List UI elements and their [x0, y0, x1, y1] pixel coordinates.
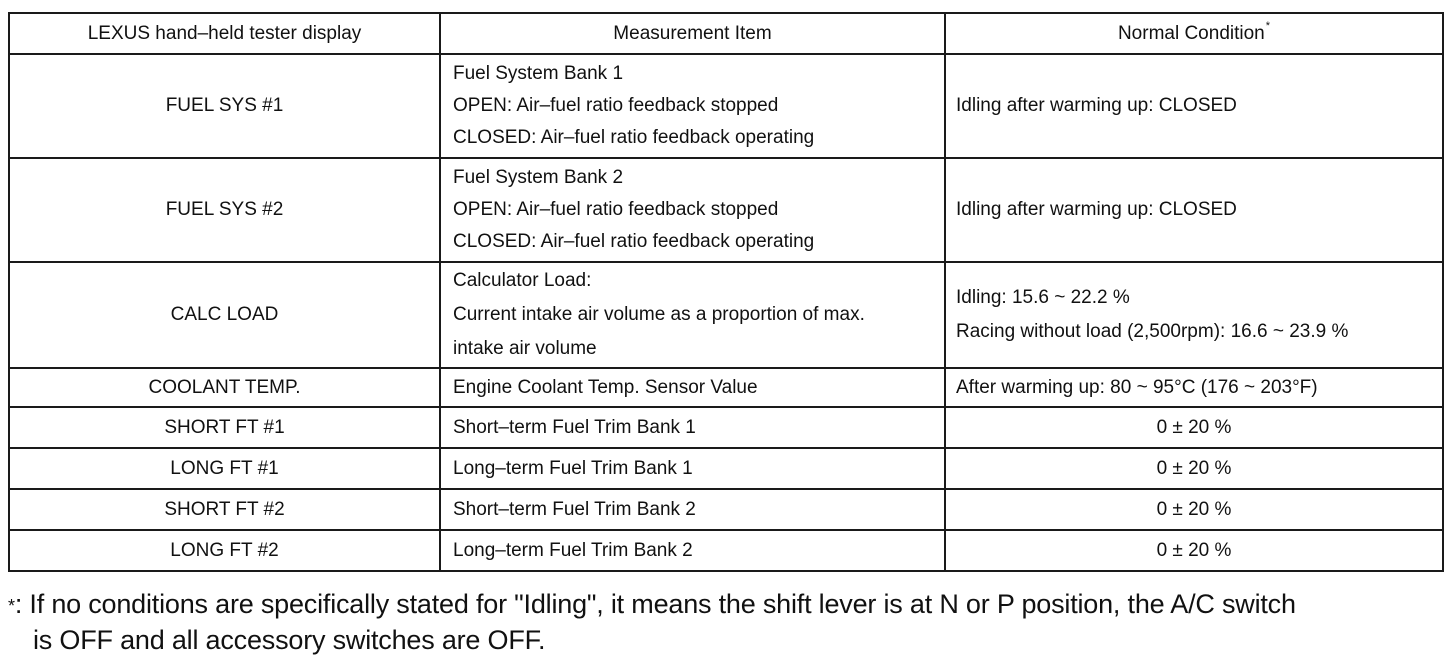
measurement-line: Calculator Load:	[453, 270, 592, 291]
measurement-item-cell: Engine Coolant Temp. Sensor Value	[440, 368, 945, 407]
normal-condition-cell: 0 ± 20 %	[945, 530, 1443, 571]
measurement-line: CLOSED: Air–fuel ratio feedback operating	[453, 231, 815, 252]
table-row	[9, 368, 1443, 407]
display-cell: SHORT FT #2	[9, 489, 440, 530]
condition-line: Idling after warming up: CLOSED	[956, 199, 1237, 220]
normal-condition-cell: 0 ± 20 %	[945, 489, 1443, 530]
table-row	[9, 407, 1443, 448]
normal-condition-cell	[945, 54, 1443, 158]
display-cell: LONG FT #2	[9, 530, 440, 571]
normal-condition-cell: After warming up: 80 ~ 95°C (176 ~ 203°F)	[945, 368, 1443, 407]
display-cell: CALC LOAD	[9, 262, 440, 368]
footnote-text-line-2: is OFF and all accessory switches are OFF.	[33, 625, 546, 655]
normal-condition-cell	[945, 262, 1443, 368]
table-row	[9, 489, 1443, 530]
table-row	[9, 448, 1443, 489]
measurement-line: Fuel System Bank 2	[453, 167, 624, 188]
normal-condition-cell	[945, 158, 1443, 262]
header-footnote-mark: *	[1265, 19, 1271, 32]
measurement-line: CLOSED: Air–fuel ratio feedback operating	[453, 127, 815, 148]
display-cell: FUEL SYS #1	[9, 54, 440, 158]
display-cell: COOLANT TEMP.	[9, 368, 440, 407]
display-cell: FUEL SYS #2	[9, 158, 440, 262]
measurement-line: OPEN: Air–fuel ratio feedback stopped	[453, 199, 779, 220]
condition-line: Idling after warming up: CLOSED	[956, 95, 1237, 116]
header-normal-condition-label: Normal Condition	[1117, 22, 1265, 44]
header-tester-display: LEXUS hand–held tester display	[9, 13, 440, 54]
measurement-line: Current intake air volume as a proportion of max.	[453, 304, 865, 325]
measurement-item-cell	[440, 158, 945, 262]
measurement-item-cell: Short–term Fuel Trim Bank 1	[440, 407, 945, 448]
measurement-line: Fuel System Bank 1	[453, 63, 624, 84]
measurement-line: intake air volume	[453, 338, 597, 359]
table-row	[9, 530, 1443, 571]
measurement-item-cell	[440, 262, 945, 368]
condition-line: Idling: 15.6 ~ 22.2 %	[956, 287, 1130, 308]
measurement-item-cell	[440, 54, 945, 158]
table-row	[9, 262, 1443, 368]
normal-condition-cell: 0 ± 20 %	[945, 407, 1443, 448]
header-measurement-item: Measurement Item	[440, 13, 945, 54]
table-row	[9, 158, 1443, 262]
table-row	[9, 54, 1443, 158]
display-cell: LONG FT #1	[9, 448, 440, 489]
footnote-mark: *	[8, 596, 15, 616]
condition-line: Racing without load (2,500rpm): 16.6 ~ 23.9 %	[956, 321, 1349, 342]
normal-condition-cell: 0 ± 20 %	[945, 448, 1443, 489]
table-header-row	[9, 13, 1443, 54]
footnote	[8, 586, 1448, 658]
measurement-line: OPEN: Air–fuel ratio feedback stopped	[453, 95, 779, 116]
measurement-item-cell: Long–term Fuel Trim Bank 2	[440, 530, 945, 571]
display-cell: SHORT FT #1	[9, 407, 440, 448]
measurement-item-cell: Long–term Fuel Trim Bank 1	[440, 448, 945, 489]
data-list-table	[8, 12, 1444, 572]
header-normal-condition	[945, 13, 1443, 54]
measurement-item-cell: Short–term Fuel Trim Bank 2	[440, 489, 945, 530]
footnote-text-line-1: : If no conditions are specifically stated for "Idling", it means the shift lever is at N or P position, the A/C switch	[14, 589, 1296, 619]
